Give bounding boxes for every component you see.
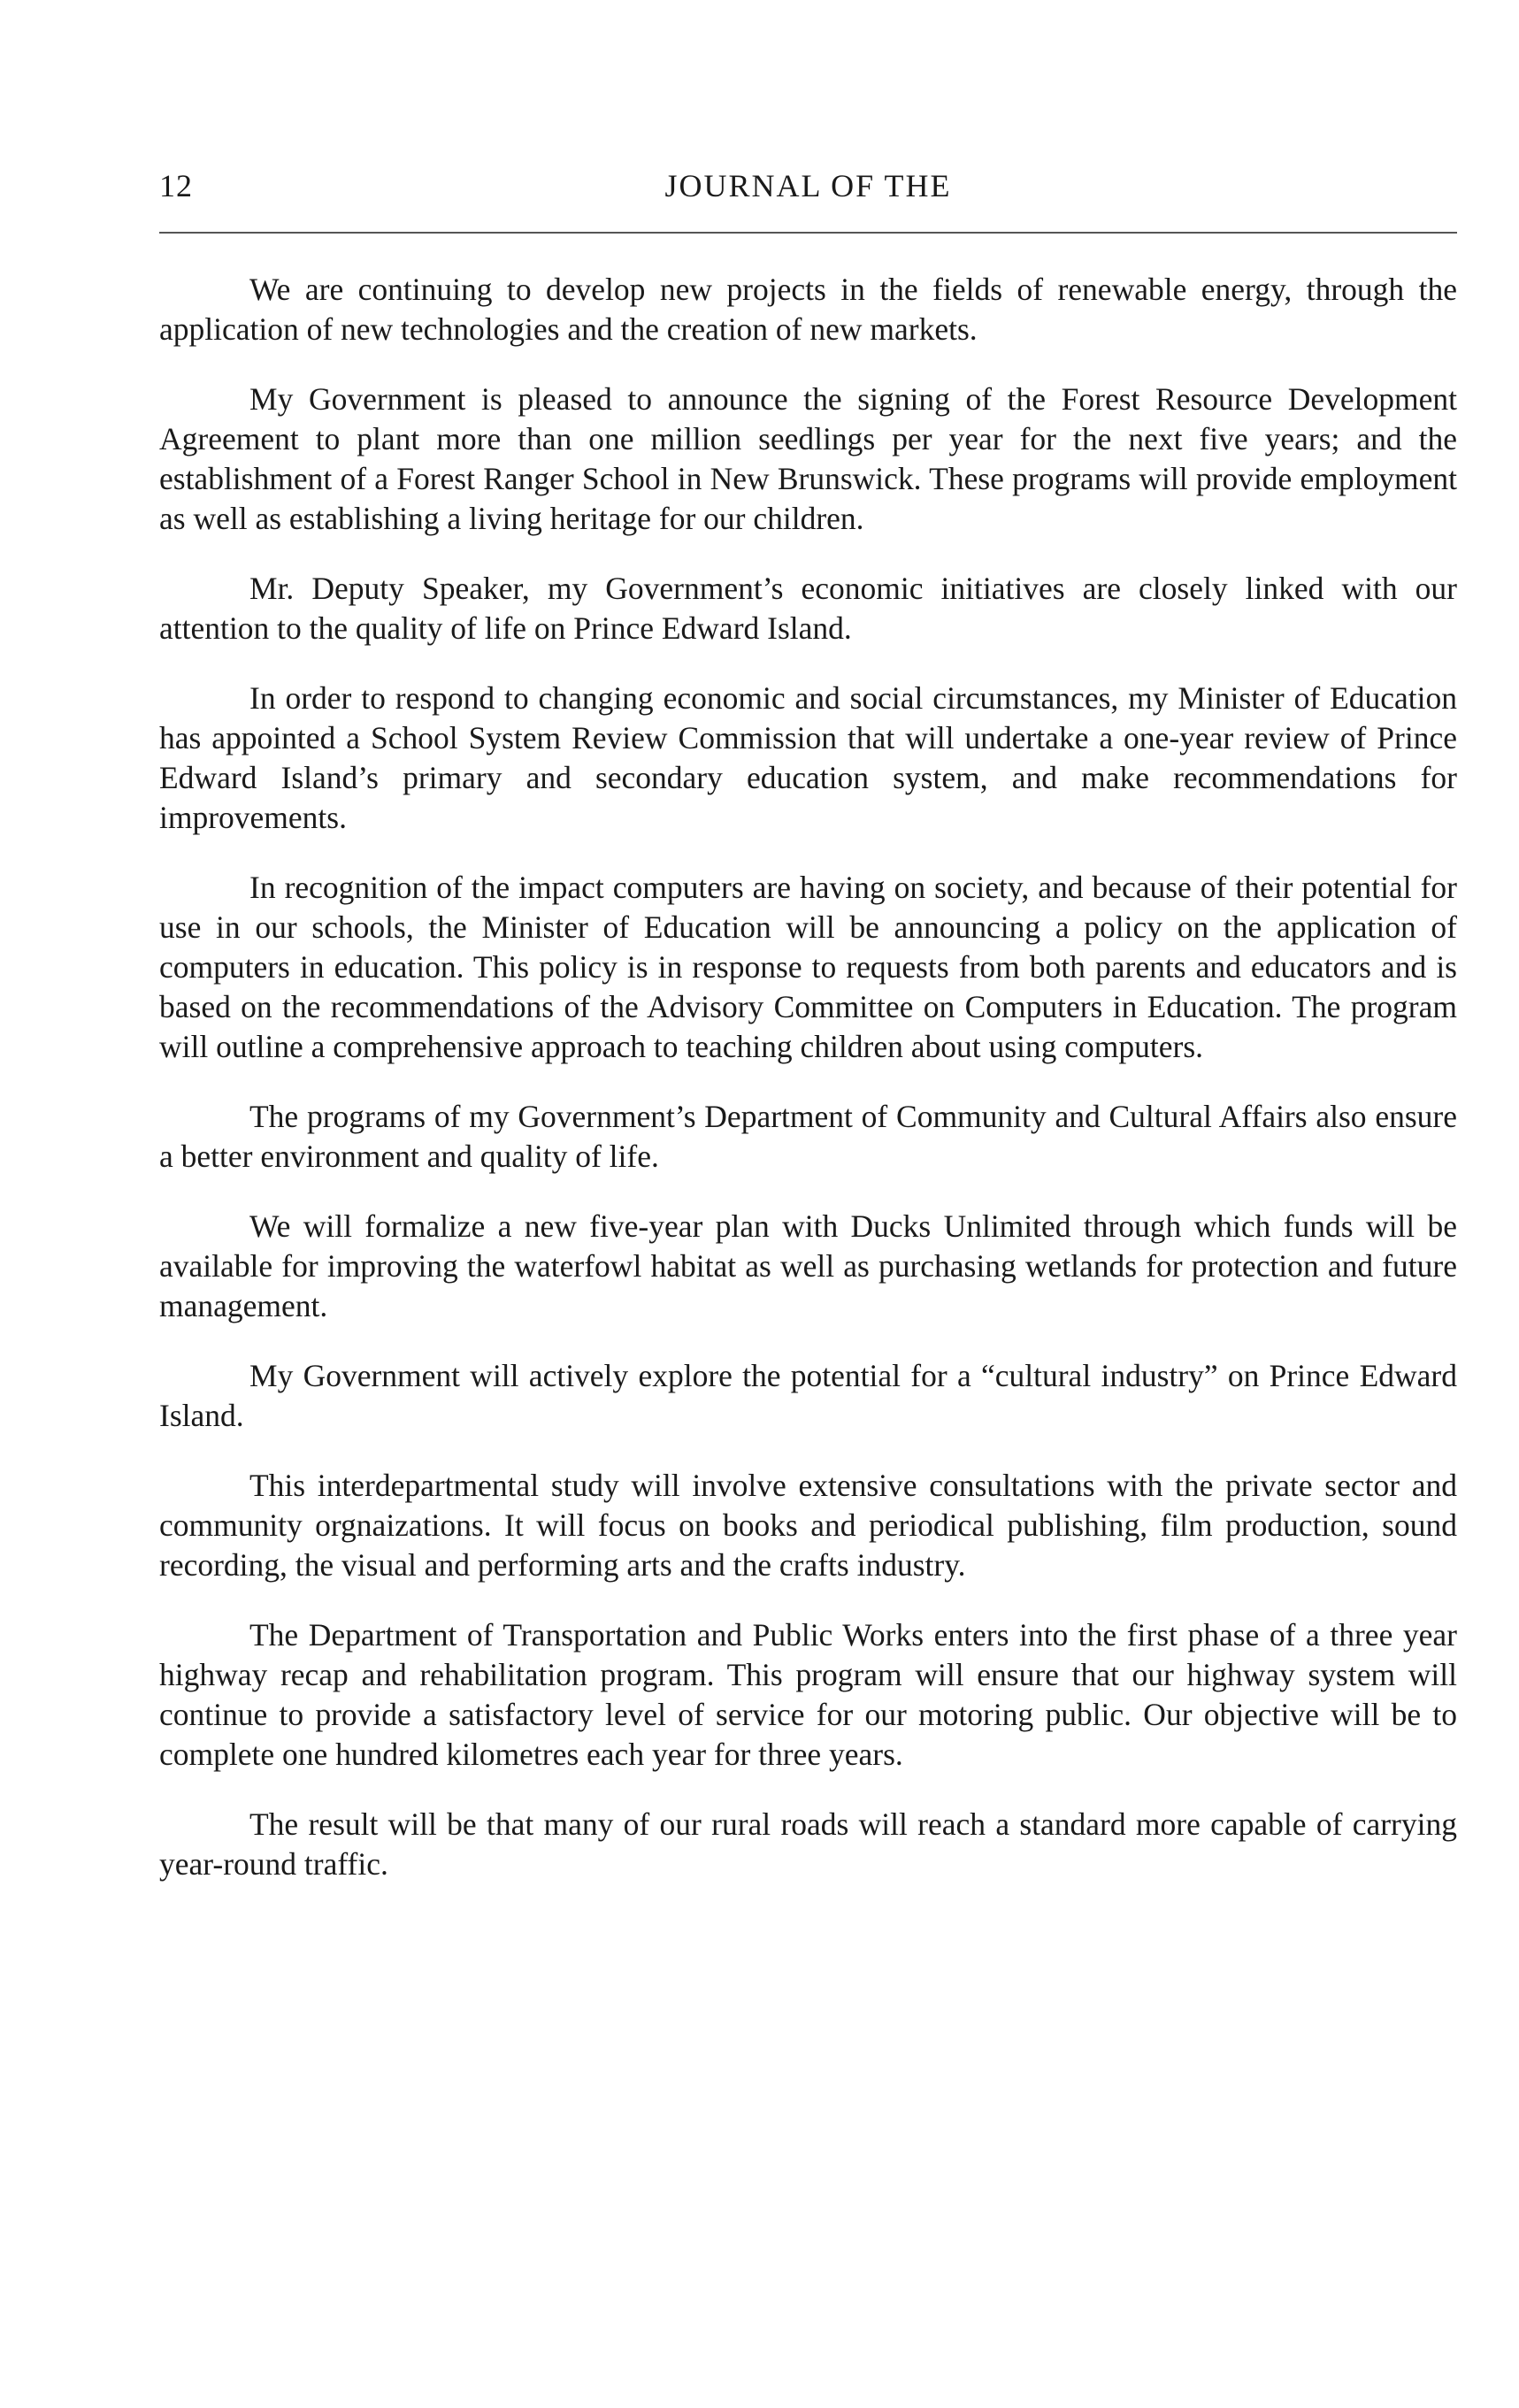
page-number: 12 bbox=[159, 168, 193, 203]
paragraph: In recognition of the impact computers are having on society, and because of their potential for use in our schools, the Minister of Education will be announcing a policy on the application of computers in education. This policy is in response to requests from both parents and educators and is based on the recommendations of the Advisory Committee on Computers in Education. The program will outline a comprehensive approach to teaching children about using computers. bbox=[159, 870, 1457, 1064]
paragraph: My Government will actively explore the potential for a “cultural industry” on Prince Edward Island. bbox=[159, 1358, 1457, 1433]
paragraph: The programs of my Government’s Department of Community and Cultural Affairs also ensure a better environment and quality of life. bbox=[159, 1099, 1457, 1174]
paragraph: We are continuing to develop new projects in the fields of renewable energy, through the application of new technologies and the creation of new markets. bbox=[159, 272, 1457, 347]
header-rule bbox=[159, 232, 1457, 234]
running-title: JOURNAL OF THE bbox=[664, 168, 952, 203]
paragraph: In order to respond to changing economic and social circumstances, my Minister of Education has appointed a School System Review Commission that will undertake a one-year review of Prince Edward Island’s primary and secondary education system, and make recommendations for improvements. bbox=[159, 680, 1457, 835]
paragraph: This interdepartmental study will involve extensive consultations with the private sector and community orgnaizations. It will focus on books and periodical publishing, film production, sound recording, the visual and performing arts and the crafts industry. bbox=[159, 1468, 1457, 1583]
paragraph: The result will be that many of our rural roads will reach a standard more capable of carrying year-round traffic. bbox=[159, 1806, 1457, 1882]
body-text bbox=[159, 270, 1457, 1914]
paragraph: Mr. Deputy Speaker, my Government’s economic initiatives are closely linked with our attention to the quality of life on Prince Edward Island. bbox=[159, 571, 1457, 646]
paragraph: We will formalize a new five-year plan with Ducks Unlimited through which funds will be available for improving the waterfowl habitat as well as purchasing wetlands for protection and future management. bbox=[159, 1208, 1457, 1323]
paragraph: The Department of Transportation and Public Works enters into the first phase of a three year highway recap and rehabilitation program. This program will ensure that our highway system will continue to provide a satisfactory level of service for our motoring public. Our objective will be to complete one hundred kilometres each year for three years. bbox=[159, 1617, 1457, 1772]
page-header bbox=[159, 164, 1457, 208]
paragraph: My Government is pleased to announce the signing of the Forest Resource Development Agreement to plant more than one million seedlings per year for the next five years; and the establishment of a Forest Ranger School in New Brunswick. These programs will provide employment as well as establishing a living heritage for our children. bbox=[159, 381, 1457, 536]
